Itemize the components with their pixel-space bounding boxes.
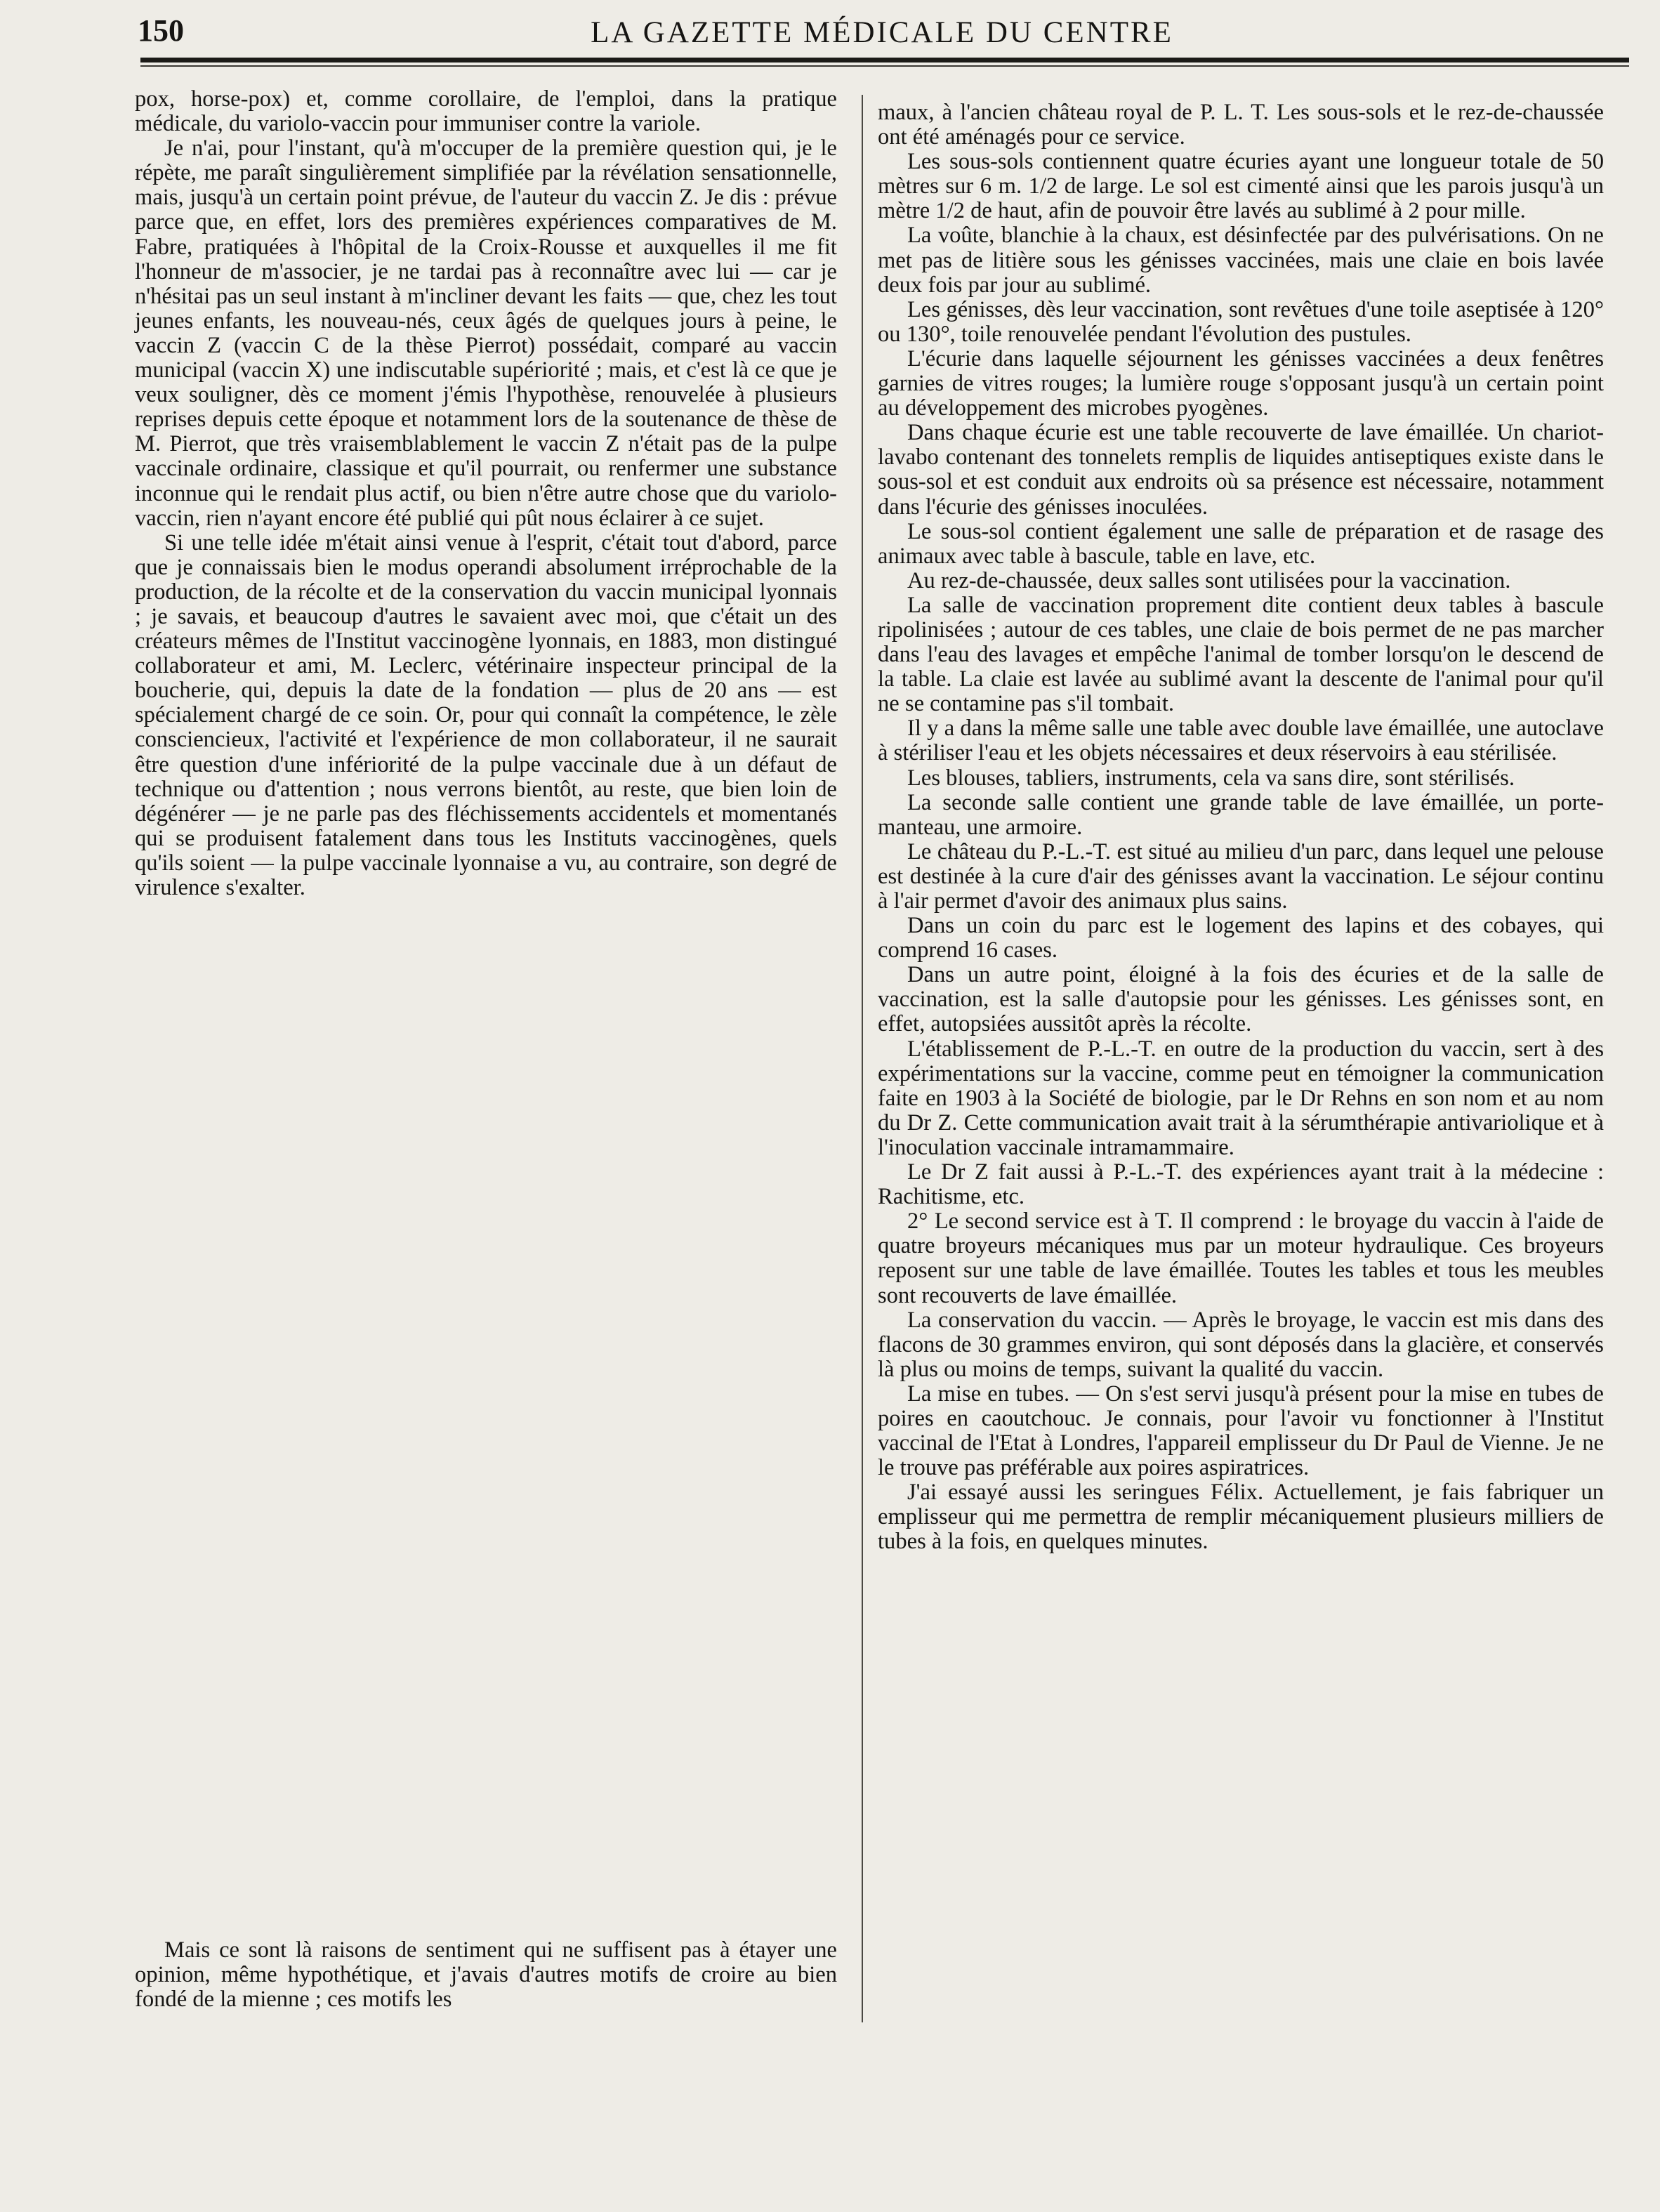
paragraph: La voûte, blanchie à la chaux, est désinfectée par des pulvérisations. On ne met pas de litière sous les génisses vaccinées, mais une claie en bois lavée deux fois par jour au sublimé. [878,223,1604,298]
page-header [138,13,1626,55]
left-column [135,87,837,900]
paragraph: Il y a dans la même salle une table avec double lave émaillée, une autoclave à stériliser l'eau et les objets nécessaires et deux réservoirs à eau stérilisée. [878,716,1604,766]
paragraph: Dans un autre point, éloigné à la fois des écuries et de la salle de vaccination, est la salle d'autopsie pour les génisses. Les génisses sont, en effet, autopsiées aussitôt après la récolte. [878,962,1604,1037]
header-rule-thick [140,58,1629,62]
paragraph: L'écurie dans laquelle séjournent les génisses vaccinées a deux fenêtres garnies de vitres rouges; la lumière rouge s'opposant jusqu'à un certain point au développement des microbes pyogènes. [878,345,1604,421]
paragraph: La mise en tubes. — On s'est servi jusqu'à présent pour la mise en tubes de poires en caoutchouc. Je connais, pour l'avoir vu fonctionner à l'Institut vaccinal de l'Etat à Londres, l'appareil emplisseur du Dr Paul de Vienne. Je ne le trouve pas préférable aux poires aspiratrices. [878,1381,1604,1481]
paragraph: Si une telle idée m'était ainsi venue à l'esprit, c'était tout d'abord, parce que je connaissais bien le modus operandi absolument irréprochable de la production, de la récolte et de la conservation du vaccin municipal lyonnais ; je savais, et beaucoup d'autres le savaient avec moi, que c'était un des créateurs mêmes de l'Institut vaccinogène lyonnais, en 1883, mon distingué collaborateur et ami, M. Leclerc, vétérinaire inspecteur principal de la boucherie, qui, depuis la date de la fondation — plus de 20 ans — est spécialement chargé de ce soin. Or, pour qui connaît la compétence, le zèle consciencieux, l'activité et l'expérience de mon collaborateur, il ne saurait être question d'une infériorité de la pulpe vaccinale due à un défaut de technique ou d'attention ; nous verrons bientôt, au reste, que bien loin de dégénérer — je ne parle pas des fléchissements accidentels et momentanés qui se produisent fatalement dans tous les Instituts vaccinogènes, quels qu'ils soient — la pulpe vaccinale lyonnaise a vu, au contraire, son degré de virulence s'exalter. [135,529,837,900]
paragraph: La seconde salle contient une grande table de lave émaillée, un porte-manteau, une armoire. [878,789,1604,840]
paragraph: Dans un coin du parc est le logement des lapins et des cobayes, qui comprend 16 cases. [878,913,1604,963]
paragraph: Le Dr Z fait aussi à P.-L.-T. des expériences ayant trait à la médecine : Rachitisme, etc. [878,1159,1604,1210]
paragraph: Dans chaque écurie est une table recouverte de lave émaillée. Un chariot-lavabo contenant des tonnelets remplis de liquides antiseptiques existe dans le sous-sol et est conduit aux endroits où sa présence est nécessaire, notamment dans l'écurie des génisses inoculées. [878,420,1604,520]
left-column-bottom [135,1938,837,2012]
paragraph: Je n'ai, pour l'instant, qu'à m'occuper de la première question qui, je le répète, me paraît singulièrement simplifiée par la révélation sensationnelle, mais, jusqu'à un certain point prévue, de l'auteur du vaccin Z. Je dis : prévue parce que, en effet, lors des premières expériences comparatives de M. Fabre, pratiquées à l'hôpital de la Croix-Rousse et auxquelles il me fit l'honneur de m'associer, je ne tardai pas à reconnaître avec lui — car je n'hésitai pas un seul instant à m'incliner devant les faits — que, chez les tout jeunes enfants, les nouveau-nés, ceux âgés de quelques jours à peine, le vaccin Z (vaccin C de la thèse Pierrot) possédait, comparé au vaccin municipal (vaccin X) une indiscutable supériorité ; mais, et c'est là ce que je veux souligner, dès ce moment j'émis l'hypothèse, renouvelée à plusieurs reprises depuis cette époque et notamment lors de la soutenance de thèse de M. Pierrot, que très vraisemblablement le vaccin Z n'était pas de la pulpe vaccinale ordinaire, classique et qu'il pourrait, ou renfermer une substance inconnue qui le rendait plus actif, ou bien n'être autre chose que du variolo-vaccin, rien n'ayant encore été publié qui pût nous éclairer à ce sujet. [135,136,837,531]
page-number: 150 [138,13,184,48]
paragraph: Le sous-sol contient également une salle de préparation et de rasage des animaux avec table à bascule, table en lave, etc. [878,518,1604,569]
paragraph: L'établissement de P.-L.-T. en outre de la production du vaccin, sert à des expérimentations sur la vaccine, comme peut en témoigner la communication faite en 1903 à la Société de biologie, par le Dr Rehns en son nom et au nom du Dr Z. Cette communication avait trait à la sérumthérapie antivariolique et à l'inoculation vaccinale intramammaire. [878,1036,1604,1160]
paragraph: Au rez-de-chaussée, deux salles sont utilisées pour la vaccination. [907,567,1511,593]
paragraph: La conservation du vaccin. — Après le broyage, le vaccin est mis dans des flacons de 30 grammes environ, qui sont déposés dans la glacière, et conservés là plus ou moins de temps, suivant la qualité du vaccin. [878,1307,1604,1382]
running-title: LA GAZETTE MÉDICALE DU CENTRE [591,16,1173,49]
paragraph: pox, horse-pox) et, comme corollaire, de l'emploi, dans la pratique médicale, du variolo-vaccin pour immuniser contre la variole. [135,86,837,137]
paragraph: maux, à l'ancien château royal de P. L. T. Les sous-sols et le rez-de-chaussée ont été aménagés pour ce service. [878,100,1604,150]
column-divider [862,95,863,2022]
paragraph: Le château du P.-L.-T. est situé au milieu d'un parc, dans lequel une pelouse est destinée à la cure d'air des génisses avant la vaccination. Le séjour continu à l'air permet d'avoir des animaux plus sains. [878,838,1604,914]
paragraph: La salle de vaccination proprement dite contient deux tables à bascule ripolinisées ; autour de ces tables, une claie de bois permet de ne pas marcher dans l'eau des lavages et empêche l'animal de tomber lorsqu'on le descend de la table. La claie est lavée au sublimé avant la descente de l'animal pour qu'il ne se contamine pas s'il tombait. [878,592,1604,717]
paragraph: Les blouses, tabliers, instruments, cela va sans dire, sont stérilisés. [907,765,1515,791]
paragraph: Mais ce sont là raisons de sentiment qui ne suffisent pas à étayer une opinion, même hypothétique, et j'avais d'autres motifs de croire au bien fondé de la mienne ; ces motifs les [135,1937,837,2013]
paragraph: J'ai essayé aussi les seringues Félix. Actuellement, je fais fabriquer un emplisseur qui me permettra de remplir mécaniquement plusieurs milliers de tubes à la fois, en quelques minutes. [878,1480,1604,1555]
paragraph: Les génisses, dès leur vaccination, sont revêtues d'une toile aseptisée à 120° ou 130°, toile renouvelée pendant l'évolution des pustules. [878,296,1604,347]
right-column [878,100,1604,1555]
paragraph: 2° Le second service est à T. Il comprend : le broyage du vaccin à l'aide de quatre broyeurs mécaniques mus par un moteur hydraulique. Ces broyeurs reposent sur une table de lave émaillée. Toutes les tables et tous les meubles sont recouverts de lave émaillée. [878,1209,1604,1308]
header-rule-thin [140,65,1629,67]
paragraph: Les sous-sols contiennent quatre écuries ayant une longueur totale de 50 mètres sur 6 m. 1/2 de large. Le sol est cimenté ainsi que les parois jusqu'à un mètre 1/2 de haut, afin de pouvoir être lavés au sublimé à 2 pour mille. [878,149,1604,224]
